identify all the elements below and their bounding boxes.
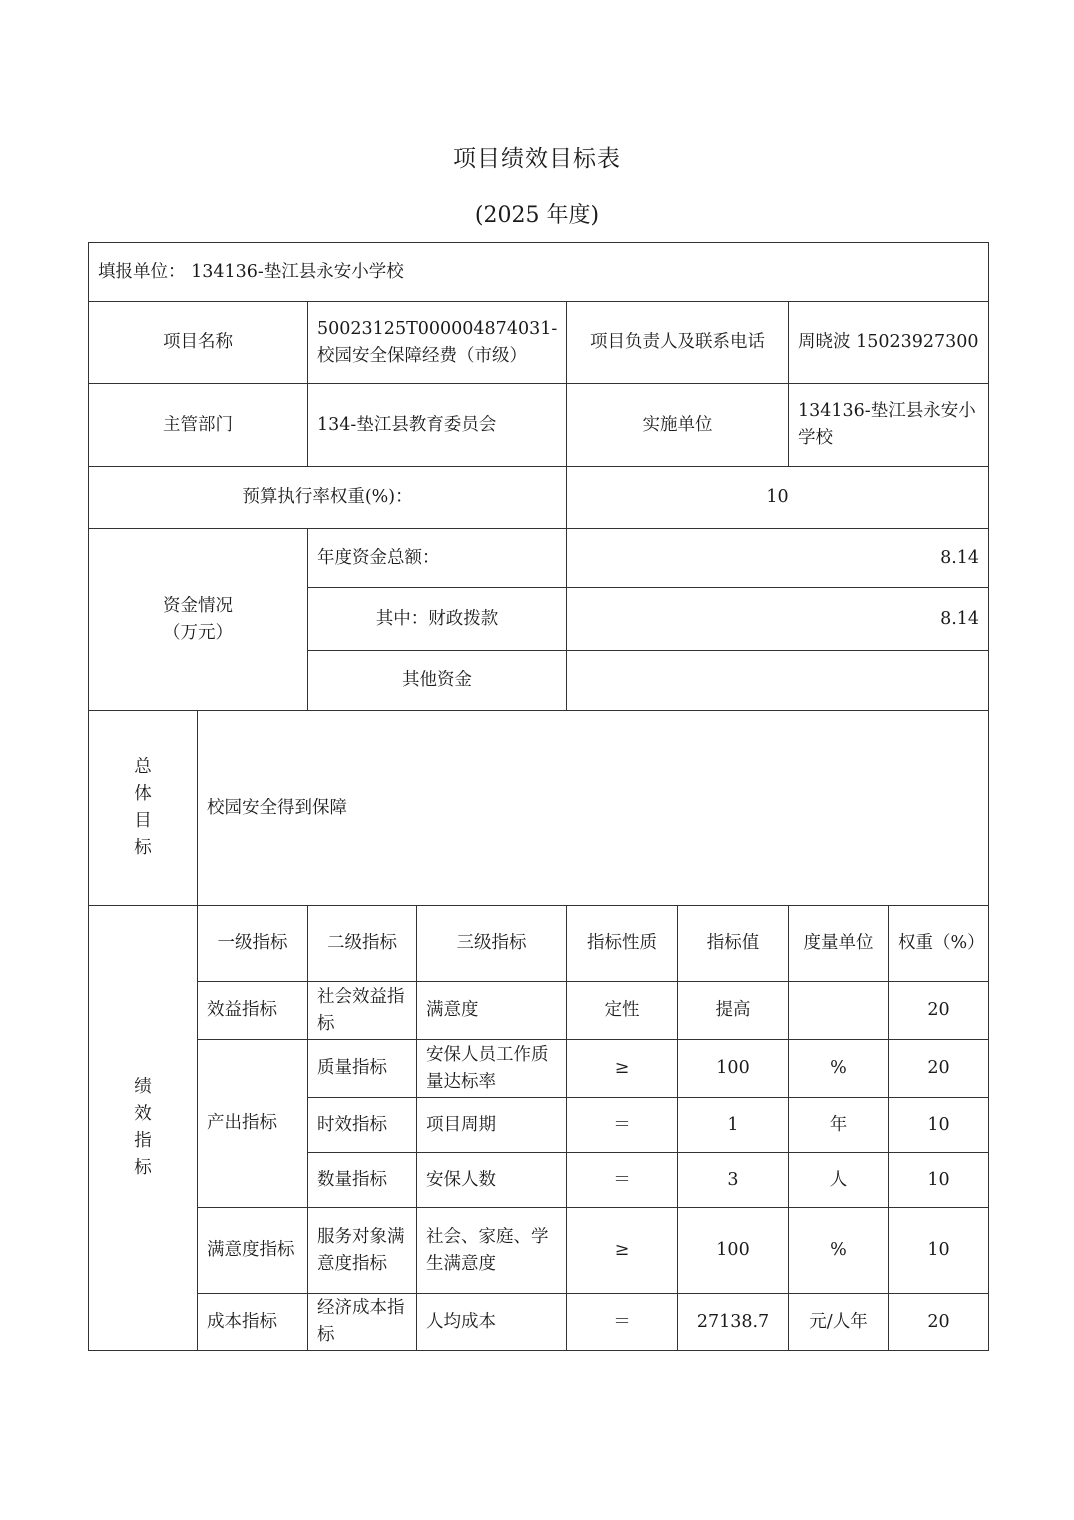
row-unit: 元/人年 <box>789 1294 889 1351</box>
row-nature: 定性 <box>567 982 678 1040</box>
header-level3: 三级指标 <box>417 906 567 982</box>
project-name-label: 项目名称 <box>89 302 308 384</box>
row-value: 100 <box>678 1040 789 1098</box>
funds-label-line1: 资金情况 <box>163 595 233 616</box>
overall-goal-char: 目 <box>134 811 152 831</box>
header-unit: 度量单位 <box>789 906 889 982</box>
group-satisfaction: 满意度指标 <box>198 1208 308 1294</box>
reporting-unit-cell <box>89 243 989 302</box>
row-value: 提高 <box>678 982 789 1040</box>
header-value: 指标值 <box>678 906 789 982</box>
indicators-char: 标 <box>134 1158 152 1178</box>
document-year: (2025 年度) <box>474 203 600 228</box>
other-funds-label: 其他资金 <box>308 651 567 711</box>
performance-target-table <box>88 242 989 1351</box>
row-unit: 人 <box>789 1153 889 1208</box>
row-weight: 20 <box>889 1040 989 1098</box>
row-level2: 经济成本指标 <box>308 1294 417 1351</box>
row-weight: 20 <box>889 982 989 1040</box>
other-funds-value <box>567 651 989 711</box>
row-weight: 10 <box>889 1153 989 1208</box>
table-row <box>89 1208 989 1294</box>
row-value: 100 <box>678 1208 789 1294</box>
row-unit: % <box>789 1208 889 1294</box>
row-unit: 年 <box>789 1098 889 1153</box>
row-value: 1 <box>678 1098 789 1153</box>
impl-unit-label: 实施单位 <box>567 384 789 467</box>
group-benefit: 效益指标 <box>198 982 308 1040</box>
reporting-unit-label: 填报单位： <box>98 261 186 282</box>
row-nature: ＝ <box>567 1153 678 1208</box>
row-level3: 人均成本 <box>417 1294 567 1351</box>
header-nature: 指标性质 <box>567 906 678 982</box>
overall-goal-char: 体 <box>134 784 152 804</box>
row-weight: 10 <box>889 1208 989 1294</box>
fiscal-funds-label: 其中：财政拨款 <box>308 588 567 651</box>
header-level2: 二级指标 <box>308 906 417 982</box>
row-unit: % <box>789 1040 889 1098</box>
row-level2: 数量指标 <box>308 1153 417 1208</box>
impl-unit-value: 134136-垫江县永安小学校 <box>789 384 989 467</box>
group-cost: 成本指标 <box>198 1294 308 1351</box>
header-weight: 权重（%） <box>889 906 989 982</box>
row-level2: 时效指标 <box>308 1098 417 1153</box>
row-level2: 质量指标 <box>308 1040 417 1098</box>
row-level3: 满意度 <box>417 982 567 1040</box>
row-level3: 项目周期 <box>417 1098 567 1153</box>
reporting-unit-value: 134136-垫江县永安小学校 <box>191 261 404 282</box>
row-level2: 社会效益指标 <box>308 982 417 1040</box>
project-contact-label: 项目负责人及联系电话 <box>567 302 789 384</box>
project-contact-value: 周晓波 15023927300 <box>789 302 989 384</box>
row-nature: ≥ <box>567 1040 678 1098</box>
row-level2: 服务对象满意度指标 <box>308 1208 417 1294</box>
row-unit <box>789 982 889 1040</box>
table-row <box>89 982 989 1040</box>
dept-value: 134-垫江县教育委员会 <box>308 384 567 467</box>
indicators-char: 指 <box>134 1131 152 1151</box>
overall-goal-text: 校园安全得到保障 <box>198 711 989 906</box>
overall-goal-char: 标 <box>134 838 152 858</box>
funds-label-line2: （万元） <box>163 622 233 643</box>
overall-goal-label <box>89 711 198 906</box>
dept-label: 主管部门 <box>89 384 308 467</box>
document-title: 项目绩效目标表 <box>453 146 621 172</box>
row-level3: 安保人数 <box>417 1153 567 1208</box>
row-nature: ＝ <box>567 1098 678 1153</box>
table-row <box>89 1040 989 1098</box>
overall-goal-char: 总 <box>134 757 152 777</box>
total-funds-label: 年度资金总额： <box>308 529 567 588</box>
row-nature: ＝ <box>567 1294 678 1351</box>
row-weight: 10 <box>889 1098 989 1153</box>
fiscal-funds-value: 8.14 <box>567 588 989 651</box>
project-name-value: 50023125T000004874031-校园安全保障经费（市级） <box>308 302 567 384</box>
indicators-label <box>89 906 198 1351</box>
row-nature: ≥ <box>567 1208 678 1294</box>
row-value: 3 <box>678 1153 789 1208</box>
row-value: 27138.7 <box>678 1294 789 1351</box>
table-row <box>89 1294 989 1351</box>
total-funds-value: 8.14 <box>567 529 989 588</box>
indicators-char: 绩 <box>134 1077 152 1097</box>
header-level1: 一级指标 <box>198 906 308 982</box>
group-output: 产出指标 <box>198 1040 308 1208</box>
budget-weight-value: 10 <box>567 467 989 529</box>
budget-weight-label: 预算执行率权重(%)： <box>89 467 567 529</box>
row-level3: 安保人员工作质量达标率 <box>417 1040 567 1098</box>
indicators-char: 效 <box>134 1104 152 1124</box>
row-level3: 社会、家庭、学生满意度 <box>417 1208 567 1294</box>
row-weight: 20 <box>889 1294 989 1351</box>
funds-label <box>89 529 308 711</box>
